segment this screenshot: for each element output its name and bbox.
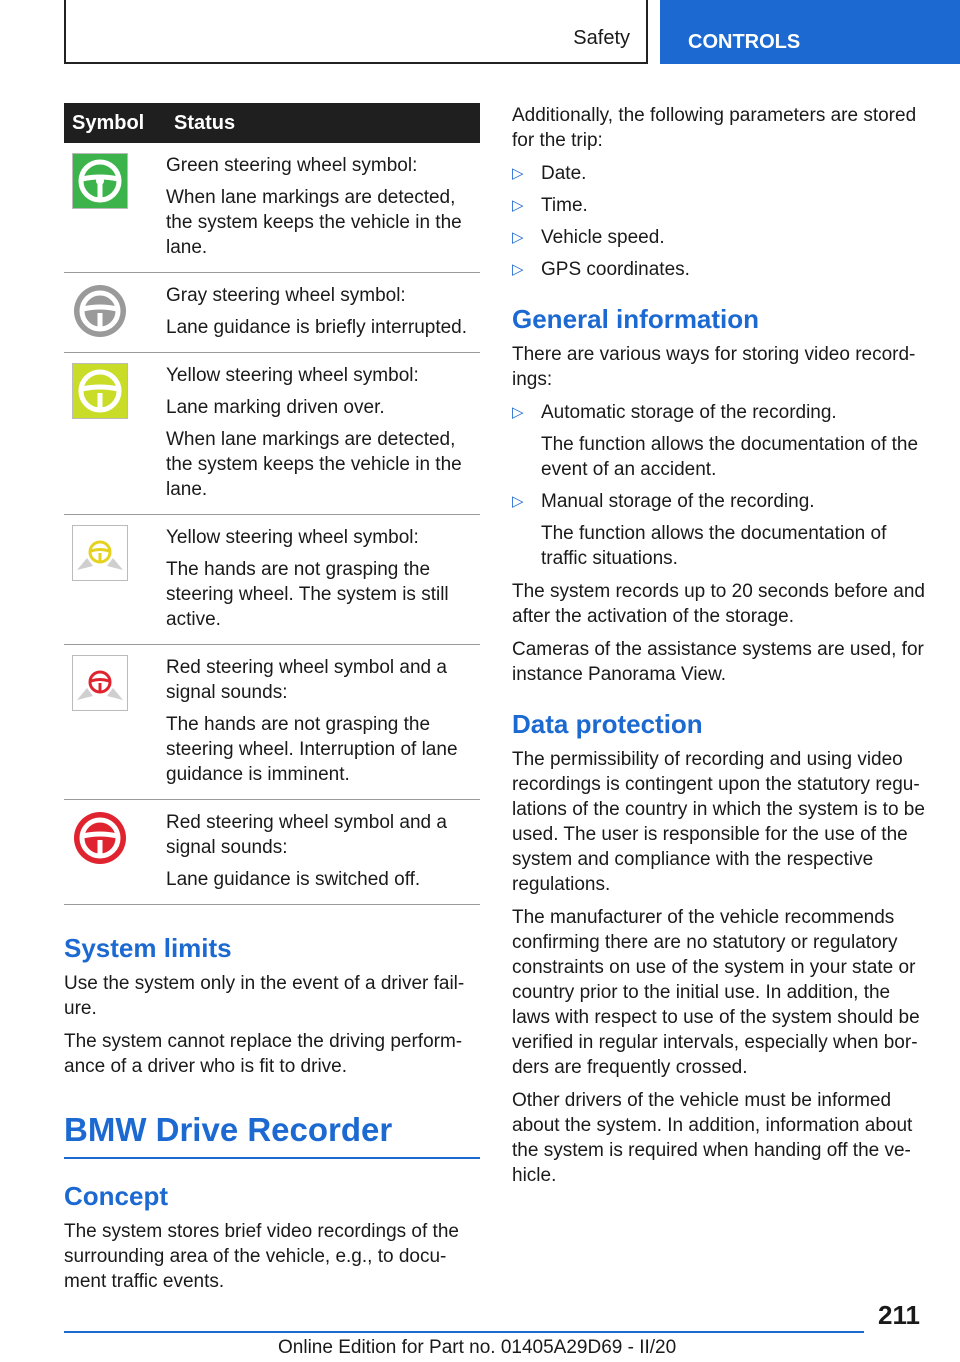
- status-desc: The hands are not grasping the steering wheel. The system is still active.: [166, 559, 449, 630]
- general-info-text: Cameras of the assistance systems are used, for instance Panorama View.: [512, 639, 924, 685]
- triangle-bullet-icon: ▷: [512, 229, 524, 246]
- table-header-symbol: Symbol: [64, 103, 166, 143]
- table-row: [64, 353, 480, 515]
- status-desc: Lane guidance is switched off.: [166, 869, 421, 890]
- green-steering-wheel-icon: [72, 153, 128, 209]
- triangle-bullet-icon: ▷: [512, 197, 524, 214]
- list-item: ▷ Automatic storage of the recording. The function allows the documentation of the event of an accident.: [512, 402, 919, 480]
- status-desc: When lane markings are detected, the system keeps the vehicle in the lane.: [166, 187, 462, 258]
- table-row: [64, 273, 480, 353]
- list-item: ▷ GPS coordinates.: [512, 259, 690, 280]
- data-protection-heading: Data protection: [512, 709, 703, 739]
- edition-note: Online Edition for Part no. 01405A29D69 - II/20: [278, 1337, 677, 1358]
- system-limits-text: Use the system only in the event of a driver fail‐ure.: [64, 973, 465, 1019]
- table-header-status: Status: [166, 103, 480, 143]
- table-row: [64, 645, 480, 800]
- header-section-box: [64, 0, 648, 64]
- table-row: [64, 515, 480, 645]
- red-steering-wheel-hands-icon: [72, 655, 128, 711]
- header-chapter-tab[interactable]: CONTROLS: [660, 0, 960, 64]
- data-protection-text: Other drivers of the vehicle must be informed about the system. In addition, information about the system is required when handing off the ve‐hicle.: [512, 1090, 913, 1186]
- general-info-intro: There are various ways for storing video record‐ings:: [512, 344, 916, 390]
- status-title: Red steering wheel symbol and a signal sounds:: [166, 812, 447, 858]
- red-steering-wheel-icon: [72, 810, 128, 866]
- footer-divider: [64, 1331, 864, 1333]
- system-limits-text: The system cannot replace the driving perform‐ance of a driver who is fit to drive.: [64, 1031, 463, 1077]
- status-title: Green steering wheel symbol:: [166, 155, 418, 176]
- status-desc: Lane guidance is briefly interrupted.: [166, 317, 468, 338]
- yellow-steering-wheel-icon: [72, 363, 128, 419]
- status-desc: When lane markings are detected, the system keeps the vehicle in the lane.: [166, 429, 462, 500]
- triangle-bullet-icon: ▷: [512, 404, 524, 421]
- page-number: 211: [878, 1300, 920, 1330]
- list-item: ▷ Time.: [512, 195, 588, 216]
- table-row: [64, 143, 480, 273]
- storage-method-list: [512, 400, 930, 571]
- data-protection-text: The permissibility of recording and using video recordings is contingent upon the statutory regu‐lations of the country in which the system is to be used. The user is responsible for the use of the system and compliance with the respective regulations.: [512, 749, 925, 895]
- status-title: Gray steering wheel symbol:: [166, 285, 406, 306]
- right-column: [512, 103, 930, 1196]
- concept-heading: Concept: [64, 1181, 168, 1211]
- list-item: ▷ Date.: [512, 163, 587, 184]
- system-limits-heading: System limits: [64, 933, 232, 963]
- status-title: Yellow steering wheel symbol:: [166, 365, 419, 386]
- trip-parameter-list: [512, 161, 930, 282]
- drive-recorder-title: BMW Drive Recorder: [64, 1109, 480, 1159]
- triangle-bullet-icon: ▷: [512, 493, 524, 510]
- concept-text: The system stores brief video recordings of the surrounding area of the vehicle, e.g., to docu‐ment traffic events.: [64, 1221, 459, 1292]
- triangle-bullet-icon: ▷: [512, 165, 524, 182]
- status-title: Red steering wheel symbol and a signal sounds:: [166, 657, 447, 703]
- status-title: Yellow steering wheel symbol:: [166, 527, 419, 548]
- symbol-status-table: [64, 103, 480, 905]
- list-item: ▷ Vehicle speed.: [512, 227, 665, 248]
- status-desc: The hands are not grasping the steering wheel. Interruption of lane guidance is imminent.: [166, 714, 458, 785]
- triangle-bullet-icon: ▷: [512, 261, 524, 278]
- gray-steering-wheel-icon: [72, 283, 128, 339]
- data-protection-text: The manufacturer of the vehicle recommends confirming there are no statutory or regulatory constraints on use of the system in your state or country prior to the initial use. In addition, the laws with respect to use of the system should be verified in regular intervals, especially when bor‐ders are frequently crossed.: [512, 907, 920, 1078]
- general-info-text: The system records up to 20 seconds before and after the activation of the storage.: [512, 581, 925, 627]
- list-item: ▷ Manual storage of the recording. The function allows the documentation of traffic situations.: [512, 491, 887, 569]
- status-desc: Lane marking driven over.: [166, 397, 385, 418]
- general-info-heading: General information: [512, 304, 760, 334]
- yellow-steering-wheel-hands-icon: [72, 525, 128, 581]
- left-column: [64, 103, 480, 1302]
- header-section-title: Safety: [573, 27, 630, 49]
- table-row: [64, 800, 480, 905]
- trip-intro: Additionally, the following parameters are stored for the trip:: [512, 105, 917, 151]
